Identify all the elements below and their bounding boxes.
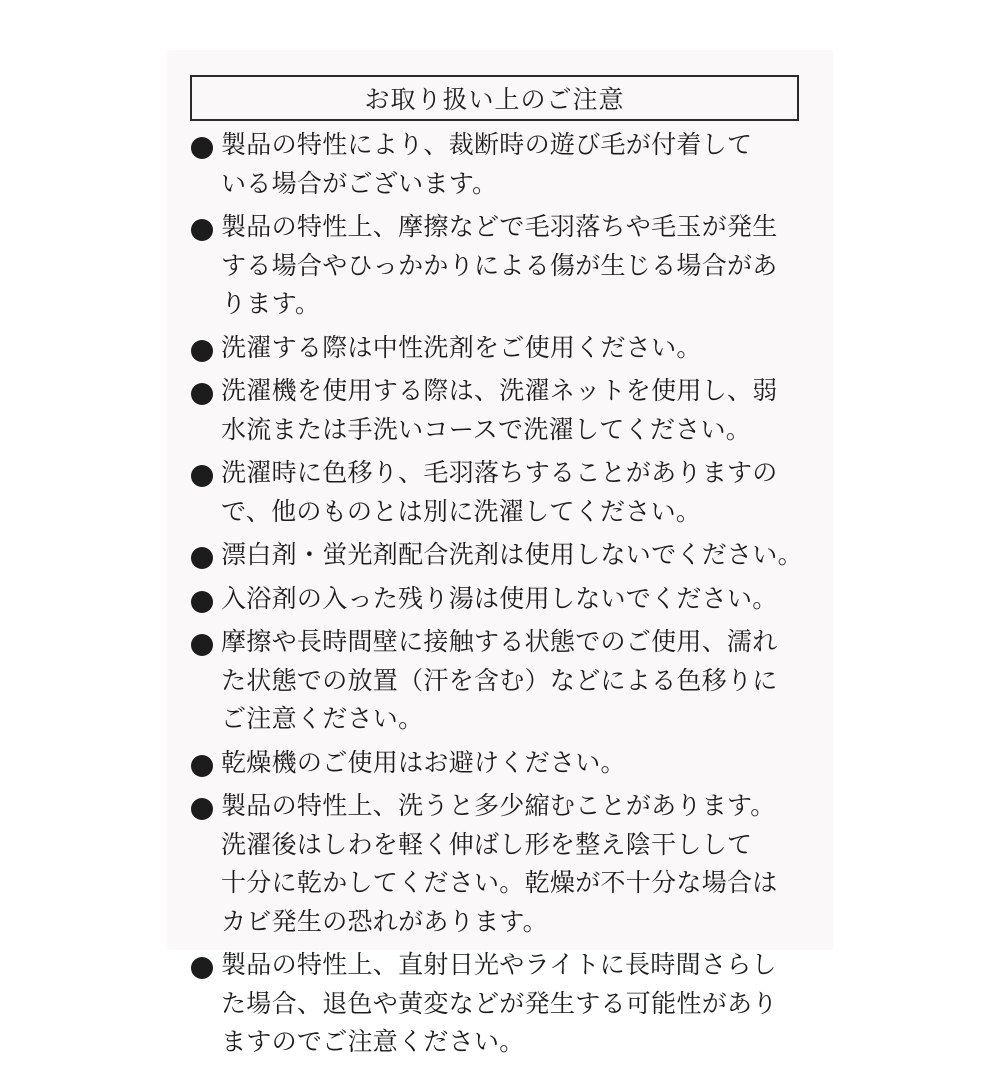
- list-item-text: 乾燥機のご使用はお避けください。: [221, 747, 626, 777]
- list-item: [191, 208, 811, 324]
- list-item-text: 製品の特性上、洗うと多少縮むことがあります。 洗濯後はしわを軽く伸ばし形を整え陰干しして 十分に乾かしてください。乾燥が不十分な場合は カビ発生の恐れがあります。: [221, 791, 778, 936]
- list-item-text: 洗濯機を使用する際は、洗濯ネットを使用し、弱 水流または手洗いコースで洗濯してください。: [221, 376, 778, 444]
- list-item: [191, 623, 811, 739]
- list-item-text: 漂白剤・蛍光剤配合洗剤は使用しないでください。: [221, 540, 803, 569]
- bullet-icon: [191, 591, 213, 613]
- list-item: [191, 536, 811, 575]
- bullet-icon: [191, 219, 213, 241]
- list-item: [191, 454, 811, 531]
- list-item-text: 製品の特性上、直射日光やライトに長時間さらし た場合、退色や黄変などが発生する可能性があり ますのでご注意ください。: [221, 950, 778, 1056]
- list-item-text: 摩擦や長時間壁に接触する状態でのご使用、濡れ た状態での放置（汗を含む）などによる色移りに ご注意ください。: [221, 627, 778, 733]
- page-title: お取り扱い上のご注意: [364, 85, 625, 114]
- list-item: [191, 126, 811, 203]
- list-item: [191, 372, 811, 449]
- bullet-icon: [191, 383, 213, 405]
- list-item: [191, 787, 811, 941]
- list-item-text: 製品の特性により、裁断時の遊び毛が付着して いる場合がございます。: [221, 130, 753, 198]
- list-item: [191, 580, 811, 619]
- title-box: [190, 75, 799, 121]
- bullet-icon: [191, 957, 213, 979]
- list-item-text: 洗濯する際は中性洗剤をご使用ください。: [221, 332, 702, 362]
- list-item-text: 製品の特性上、摩擦などで毛羽落ちや毛玉が発生 する場合やひっかかりによる傷が生じる場合があ ります。: [221, 212, 778, 318]
- list-item: [191, 329, 811, 368]
- notice-list: [191, 126, 811, 1067]
- list-item: [191, 946, 811, 1062]
- list-item: [191, 744, 811, 783]
- care-label-card: [167, 50, 833, 1056]
- bullet-icon: [191, 547, 213, 569]
- list-item-text: 洗濯時に色移り、毛羽落ちすることがありますの で、他のものとは別に洗濯してください。: [221, 458, 778, 526]
- bullet-icon: [191, 137, 213, 159]
- list-item-text: 入浴剤の入った残り湯は使用しないでください。: [221, 583, 778, 613]
- bullet-icon: [191, 465, 213, 487]
- bullet-icon: [191, 340, 213, 362]
- bullet-icon: [191, 755, 213, 777]
- bullet-icon: [191, 634, 213, 656]
- bullet-icon: [191, 798, 213, 820]
